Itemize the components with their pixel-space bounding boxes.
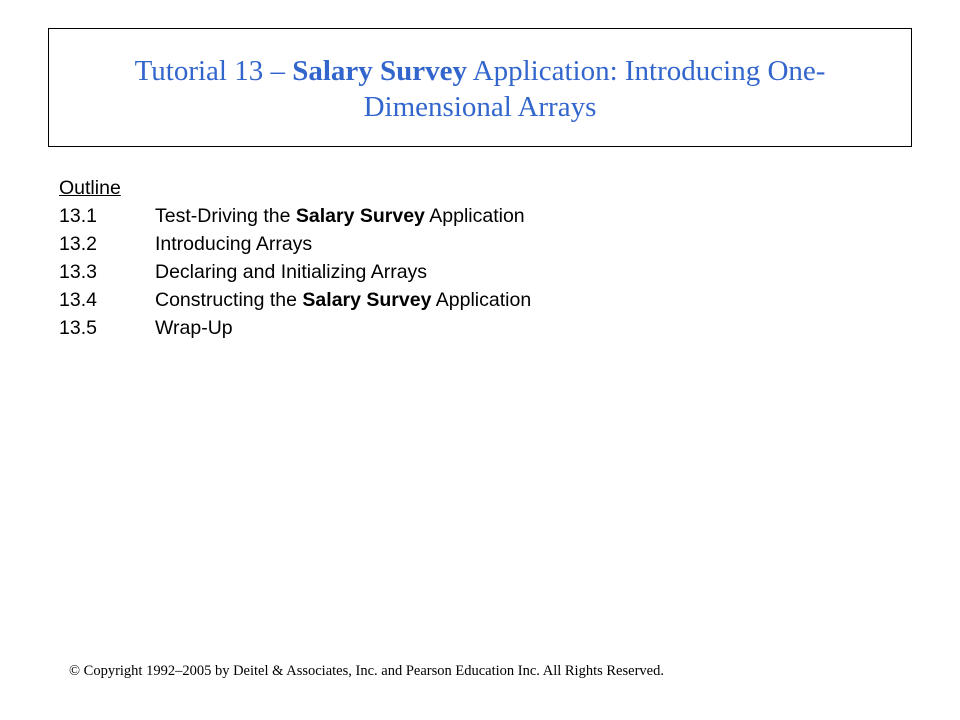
outline-item-text — [155, 202, 525, 230]
outline-item — [59, 314, 531, 342]
outline-section — [59, 174, 531, 342]
outline-item-text — [155, 258, 427, 286]
outline-item-text — [155, 314, 233, 342]
outline-text-part: Constructing the — [155, 289, 303, 311]
outline-item-text — [155, 230, 312, 258]
slide-title-box — [48, 28, 912, 147]
outline-item-number: 13.3 — [59, 261, 97, 283]
outline-text-part: Application — [431, 289, 532, 311]
outline-heading: Outline — [59, 177, 121, 199]
outline-item-number: 13.1 — [59, 205, 97, 227]
title-part: Application: Introducing One- — [467, 54, 826, 87]
copyright-notice: © Copyright 1992–2005 by Deitel & Associates, Inc. and Pearson Education Inc. All Rights Reserved. — [69, 663, 664, 679]
outline-item-text — [155, 286, 531, 314]
outline-item — [59, 202, 531, 230]
slide-title-line-2: Dimensional Arrays — [363, 90, 597, 123]
outline-text-part: Application — [424, 205, 525, 227]
outline-text-part: Test-Driving the — [155, 205, 296, 227]
outline-item — [59, 230, 531, 258]
outline-item-number: 13.5 — [59, 317, 97, 339]
outline-text-part-bold: Salary Survey — [302, 289, 432, 311]
outline-text-part: Declaring and Initializing Arrays — [155, 261, 428, 283]
outline-text-part: Wrap-Up — [155, 317, 233, 339]
outline-item-number: 13.4 — [59, 289, 97, 311]
outline-text-part: Introducing Arrays — [155, 233, 313, 255]
outline-item — [59, 286, 531, 314]
title-part-bold: Salary Survey — [292, 54, 468, 87]
outline-text-part-bold: Salary Survey — [295, 205, 425, 227]
slide-title-line-1 — [135, 53, 826, 89]
outline-item — [59, 258, 531, 286]
outline-item-number: 13.2 — [59, 233, 97, 255]
title-part: Tutorial 13 – — [134, 54, 293, 87]
